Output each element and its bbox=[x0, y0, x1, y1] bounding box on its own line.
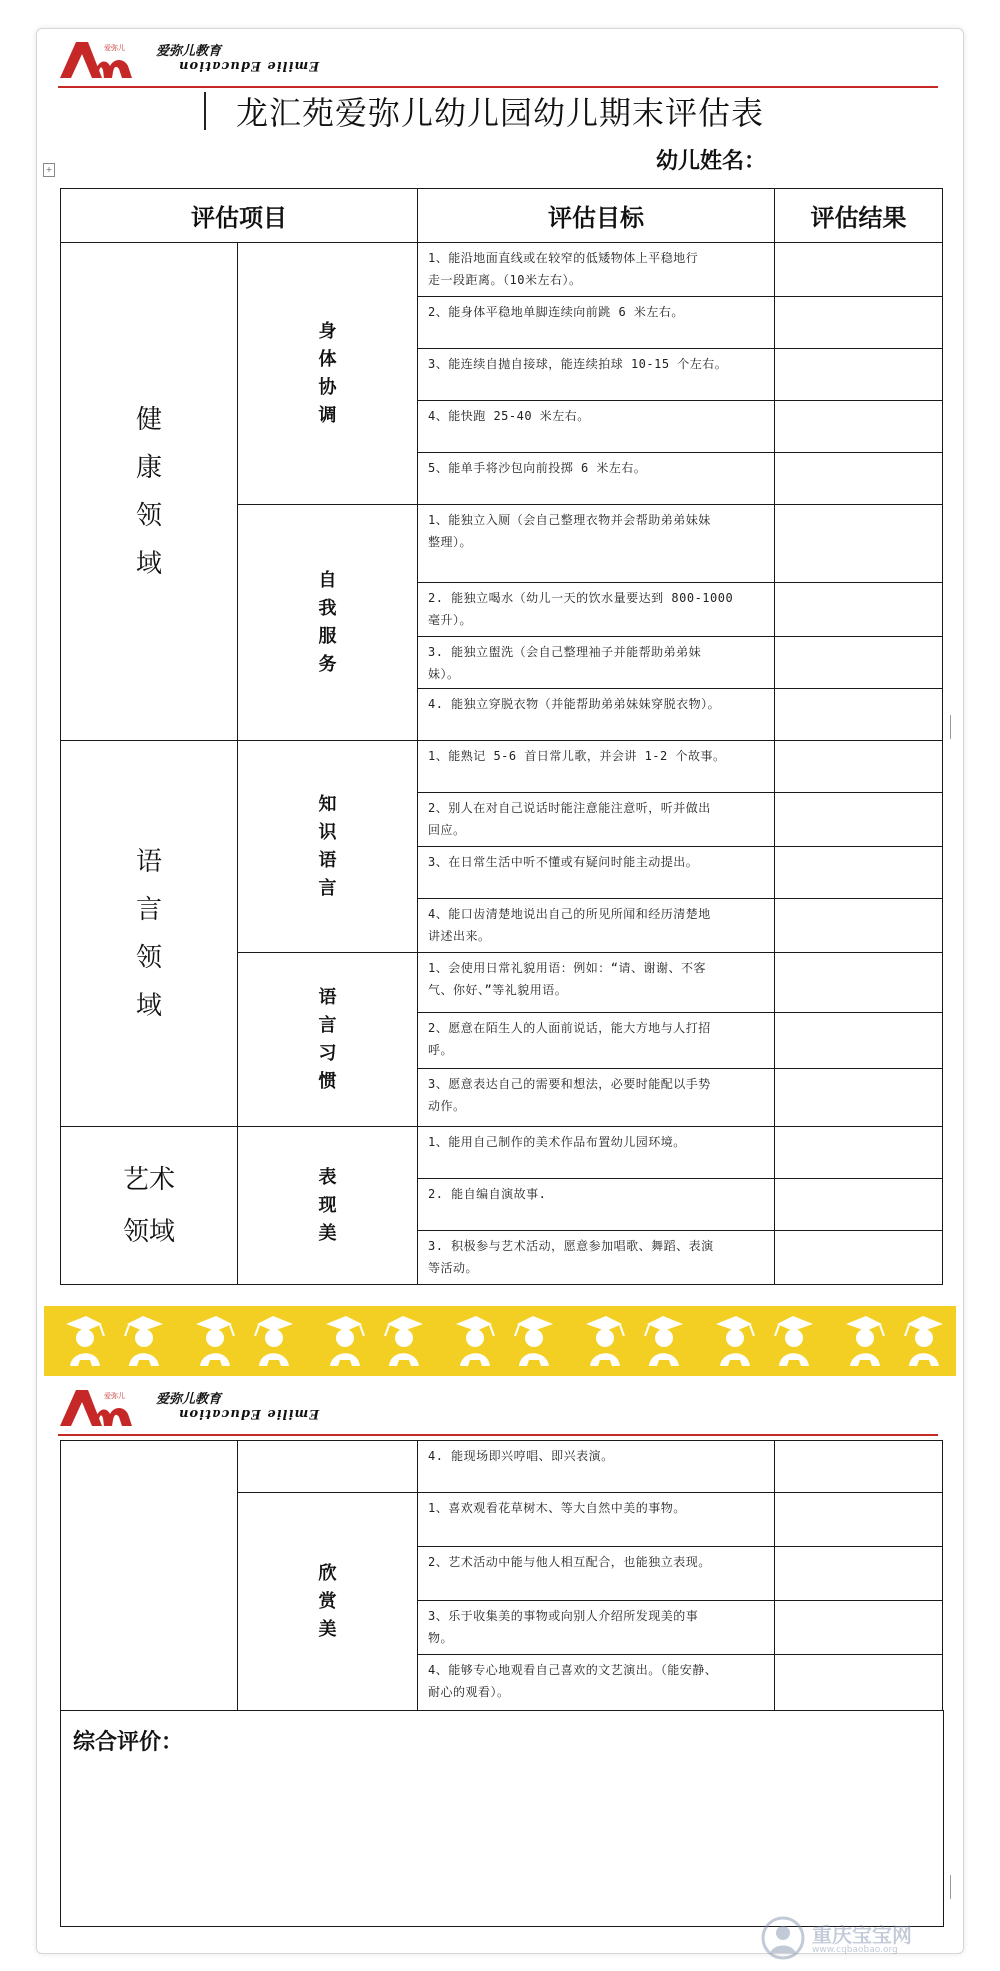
header-goal: 评估目标 bbox=[418, 189, 775, 243]
graduation-figure-icon bbox=[456, 1316, 494, 1366]
goal-cell: 1、能用自己制作的美术作品布置幼儿园环境。 bbox=[418, 1127, 775, 1179]
result-cell[interactable] bbox=[775, 689, 943, 741]
result-cell[interactable] bbox=[775, 297, 943, 349]
result-cell[interactable] bbox=[775, 793, 943, 847]
graduation-figure-icon bbox=[586, 1316, 624, 1366]
goal-cell: 4. 能现场即兴哼唱、即兴表演。 bbox=[418, 1441, 775, 1493]
goal-cell: 2. 能独立喝水（幼儿一天的饮水量要达到 800-1000 毫升）。 bbox=[418, 583, 775, 637]
graduation-figure-icon bbox=[775, 1316, 813, 1366]
brand-logo-icon bbox=[58, 36, 136, 80]
goal-cell: 1、喜欢观看花草树木、等大自然中美的事物。 bbox=[418, 1493, 775, 1547]
evaluation-table-continued bbox=[60, 1440, 943, 1711]
table-row bbox=[61, 1441, 943, 1493]
graduation-figure-icon bbox=[645, 1316, 683, 1366]
goal-cell: 1、能熟记 5-6 首日常儿歌，并会讲 1-2 个故事。 bbox=[418, 741, 775, 793]
graduation-figure-icon bbox=[196, 1316, 234, 1366]
result-cell[interactable] bbox=[775, 953, 943, 1013]
graduation-figure-icon bbox=[326, 1316, 364, 1366]
table-anchor-icon[interactable]: + bbox=[43, 163, 55, 177]
goal-cell: 4、能够专心地观看自己喜欢的文艺演出。（能安静、 耐心的观看）。 bbox=[418, 1655, 775, 1711]
goal-cell: 5、能单手将沙包向前投掷 6 米左右。 bbox=[418, 453, 775, 505]
goal-cell: 2、愿意在陌生人的人面前说话，能大方地与人打招 呼。 bbox=[418, 1013, 775, 1069]
result-cell[interactable] bbox=[775, 899, 943, 953]
result-cell[interactable] bbox=[775, 1601, 943, 1655]
domain-health: 健 康 领 域 bbox=[61, 243, 238, 741]
goal-cell: 3、在日常生活中听不懂或有疑问时能主动提出。 bbox=[418, 847, 775, 899]
result-cell[interactable] bbox=[775, 505, 943, 583]
graduation-figure-icon bbox=[846, 1316, 884, 1366]
header-result: 评估结果 bbox=[775, 189, 943, 243]
margin-marker bbox=[950, 1875, 961, 1899]
result-cell[interactable] bbox=[775, 1441, 943, 1493]
page-title: 龙汇苑爱弥儿幼儿园幼儿期末评估表 bbox=[235, 94, 764, 132]
sub-self-service: 自 我 服 务 bbox=[238, 505, 418, 741]
sub-appreciating-beauty: 欣 赏 美 bbox=[238, 1493, 418, 1711]
goal-cell: 3、乐于收集美的事物或向别人介绍所发现美的事 物。 bbox=[418, 1601, 775, 1655]
result-cell[interactable] bbox=[775, 349, 943, 401]
goal-cell: 2、能身体平稳地单脚连续向前跳 6 米左右。 bbox=[418, 297, 775, 349]
brand-name-en: Emilie Education bbox=[178, 58, 320, 73]
table-row bbox=[61, 741, 943, 793]
result-cell[interactable] bbox=[775, 1547, 943, 1601]
goal-cell: 3. 能独立盥洗（会自己整理袖子并能帮助弟弟妹 妹）。 bbox=[418, 637, 775, 689]
brand-name-cn: 爱弥儿教育 bbox=[156, 1392, 222, 1407]
page-header-2 bbox=[58, 1384, 938, 1436]
goal-cell: 4、能口齿清楚地说出自己的所见所闻和经历清楚地 讲述出来。 bbox=[418, 899, 775, 953]
page-header bbox=[58, 36, 938, 88]
result-cell[interactable] bbox=[775, 401, 943, 453]
result-cell[interactable] bbox=[775, 1493, 943, 1547]
result-cell[interactable] bbox=[775, 847, 943, 899]
goal-cell: 2、别人在对自己说话时能注意能注意听，听并做出 回应。 bbox=[418, 793, 775, 847]
goal-cell: 1、能独立入厕（会自己整理衣物并会帮助弟弟妹妹 整理）。 bbox=[418, 505, 775, 583]
goal-cell: 3. 积极参与艺术活动，愿意参加唱歌、舞蹈、表演 等活动。 bbox=[418, 1231, 775, 1285]
margin-marker bbox=[950, 715, 961, 739]
graduation-figure-icon bbox=[66, 1316, 104, 1366]
child-name-label: 幼儿姓名： bbox=[656, 148, 767, 174]
domain-art: 艺术 领域 bbox=[61, 1127, 238, 1285]
brand-logo-icon bbox=[58, 1384, 136, 1428]
brand-name-en: Emilie Education bbox=[178, 1406, 320, 1421]
result-cell[interactable] bbox=[775, 637, 943, 689]
sub-expressive-beauty: 表 现 美 bbox=[238, 1127, 418, 1285]
graduation-figure-icon bbox=[905, 1316, 943, 1366]
header-rule bbox=[58, 1434, 938, 1436]
result-cell[interactable] bbox=[775, 583, 943, 637]
result-cell[interactable] bbox=[775, 1231, 943, 1285]
graduation-figure-icon bbox=[515, 1316, 553, 1366]
result-cell[interactable] bbox=[775, 243, 943, 297]
table-row bbox=[61, 1127, 943, 1179]
table-header-row bbox=[61, 189, 943, 243]
header-item: 评估项目 bbox=[61, 189, 418, 243]
evaluation-table bbox=[60, 188, 943, 1285]
result-cell[interactable] bbox=[775, 1179, 943, 1231]
result-cell[interactable] bbox=[775, 1655, 943, 1711]
result-cell[interactable] bbox=[775, 1127, 943, 1179]
goal-cell: 2、艺术活动中能与他人相互配合，也能独立表现。 bbox=[418, 1547, 775, 1601]
summary-box[interactable] bbox=[60, 1710, 944, 1927]
goal-cell: 1、会使用日常礼貌用语：例如：“请、谢谢、不客 气、你好、”等礼貌用语。 bbox=[418, 953, 775, 1013]
result-cell[interactable] bbox=[775, 741, 943, 793]
watermark bbox=[760, 1915, 970, 1963]
result-cell[interactable] bbox=[775, 1069, 943, 1127]
domain-language: 语 言 领 域 bbox=[61, 741, 238, 1127]
watermark-logo-icon bbox=[760, 1915, 806, 1961]
graduation-figure-icon bbox=[125, 1316, 163, 1366]
goal-cell: 1、能沿地面直线或在较窄的低矮物体上平稳地行 走一段距离。（10米左右）。 bbox=[418, 243, 775, 297]
decorative-banner bbox=[44, 1306, 956, 1376]
graduation-figure-icon bbox=[716, 1316, 754, 1366]
graduation-figure-icon-strip bbox=[44, 1306, 956, 1376]
goal-cell: 2. 能自编自演故事. bbox=[418, 1179, 775, 1231]
watermark-text: 重庆宝宝网 bbox=[812, 1923, 912, 1947]
goal-cell: 4、能快跑 25-40 米左右。 bbox=[418, 401, 775, 453]
result-cell[interactable] bbox=[775, 453, 943, 505]
logo-small-text: 爱弥儿 bbox=[104, 44, 125, 52]
goal-cell: 4. 能独立穿脱衣物（并能帮助弟弟妹妹穿脱衣物）。 bbox=[418, 689, 775, 741]
goal-cell: 3、愿意表达自己的需要和想法，必要时能配以手势 动作。 bbox=[418, 1069, 775, 1127]
graduation-figure-icon bbox=[255, 1316, 293, 1366]
domain-art-continued bbox=[61, 1441, 238, 1711]
table-row bbox=[61, 243, 943, 297]
graduation-figure-icon bbox=[385, 1316, 423, 1366]
sub-body-coordination: 身 体 协 调 bbox=[238, 243, 418, 505]
brand-name-cn: 爱弥儿教育 bbox=[156, 44, 222, 59]
sub-knowledge-language: 知 识 语 言 bbox=[238, 741, 418, 953]
summary-label: 综合评价： bbox=[73, 1729, 184, 1755]
sub-expressive-continued bbox=[238, 1441, 418, 1493]
result-cell[interactable] bbox=[775, 1013, 943, 1069]
goal-cell: 3、能连续自抛自接球，能连续拍球 10-15 个左右。 bbox=[418, 349, 775, 401]
logo-small-text: 爱弥儿 bbox=[104, 1392, 125, 1400]
watermark-url: www.cqbaobao.org bbox=[812, 1945, 898, 1955]
sub-language-habit: 语 言 习 惯 bbox=[238, 953, 418, 1127]
